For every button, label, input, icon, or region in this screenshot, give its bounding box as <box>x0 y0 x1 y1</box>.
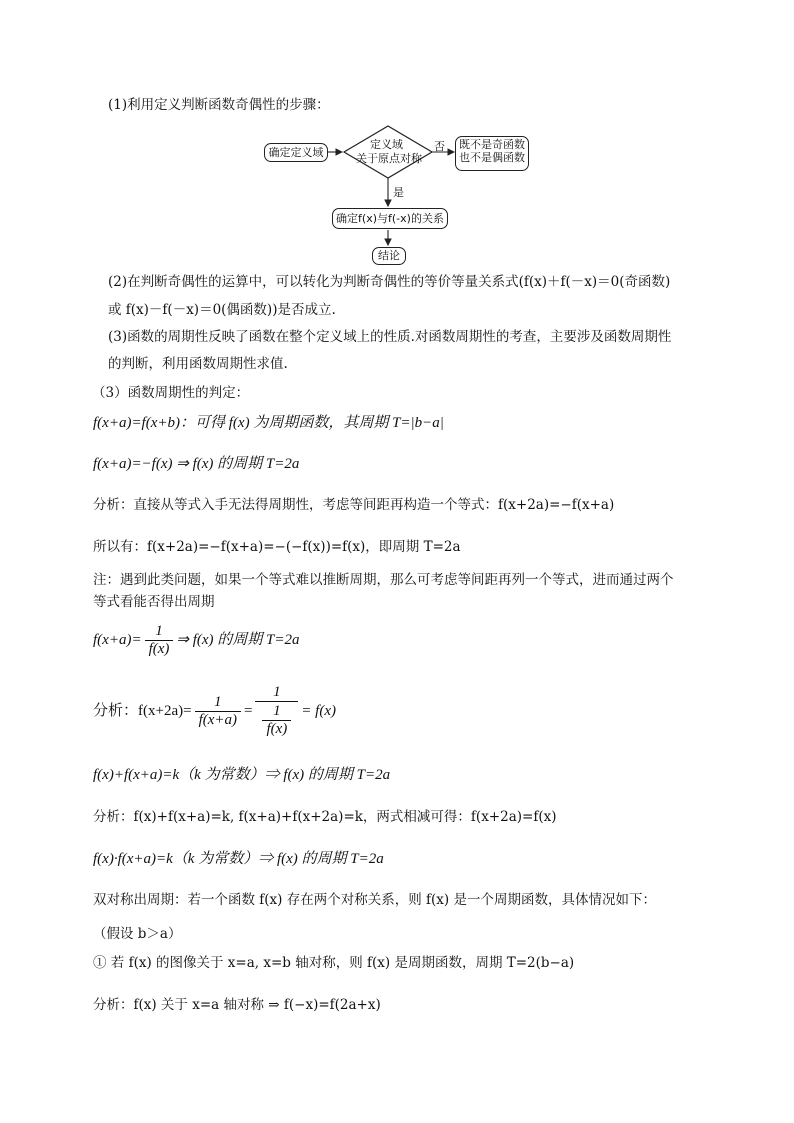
flow-yes-label: 是 <box>393 186 404 199</box>
flow-decision-line2: 关于原点对称 <box>356 152 422 165</box>
note-line2: 等式看能否得出周期 <box>93 594 215 610</box>
rule-3-lhs: f(x+a)= <box>93 631 142 648</box>
flow-compare-box: 确定f(x)与f(-x)的关系 <box>332 208 448 229</box>
flow-neither-line1: 既不是奇函数 <box>459 138 525 151</box>
rule-4: f(x)+f(x+a)=k（k 为常数）⇒ f(x) 的周期 T=2a <box>93 767 391 783</box>
analysis-3-eq: = <box>244 702 253 719</box>
para-2-line2: 或 f(x)－f(－x)＝0(偶函数))是否成立. <box>108 302 336 318</box>
analysis-3-fraction-1 <box>195 694 241 729</box>
section-title: （3）函数周期性的判定： <box>92 385 250 401</box>
rule-3 <box>93 623 300 658</box>
para-3-line2: 的判断，利用函数周期性求值. <box>108 356 288 372</box>
flow-conclusion-box: 结论 <box>372 247 406 265</box>
analysis-3-fraction-2 <box>255 684 298 739</box>
rule-3-rhs: ⇒ f(x) 的周期 T=2a <box>176 631 300 648</box>
parity-flowchart <box>262 124 542 266</box>
therefore-2: 所以有：f(x+2a)=−f(x+a)=−(−f(x))=f(x)，即周期 T=2a <box>93 539 461 555</box>
analysis-3-den1: f(x+a) <box>198 712 237 728</box>
para-3-line1: (3)函数的周期性反映了函数在整个定义域上的性质.对函数周期性的考查，主要涉及函数周期性 <box>108 329 672 345</box>
rule-2: f(x+a)=−f(x) ⇒ f(x) 的周期 T=2a <box>93 456 300 472</box>
double-sym-line2: （假设 b＞a） <box>93 926 182 942</box>
rule-3-den: f(x) <box>148 641 170 657</box>
rule-3-num: 1 <box>145 623 174 641</box>
analysis-3-num2: 1 <box>255 684 298 702</box>
analysis-case-1: 分析：f(x) 关于 x=a 轴对称 ⇒ f(−x)=f(2a+x) <box>93 997 381 1013</box>
analysis-4: 分析：f(x)+f(x+a)=k, f(x+a)+f(x+2a)=k，两式相减可得：f(x+2a)=f(x) <box>93 809 557 825</box>
flow-neither-box <box>455 136 529 171</box>
flow-step-domain: 确定定义域 <box>264 143 328 162</box>
double-sym-line1: 双对称出周期：若一个函数 f(x) 存在两个对称关系，则 f(x) 是一个周期函数，具体情况如下： <box>93 892 656 908</box>
analysis-3-lhs: 分析：f(x+2a)= <box>93 702 192 719</box>
analysis-3-den2 <box>255 702 298 739</box>
analysis-3-inner-fraction <box>262 703 291 738</box>
analysis-3-inner-num: 1 <box>262 703 291 721</box>
heading-1: (1)利用定义判断函数奇偶性的步骤： <box>108 97 330 113</box>
analysis-3-rhs: = f(x) <box>301 702 336 719</box>
flow-decision-line1: 定义域 <box>370 138 403 151</box>
case-1: ① 若 f(x) 的图像关于 x=a, x=b 轴对称，则 f(x) 是周期函数，周期 T=2(b−a) <box>93 955 575 971</box>
rule-5: f(x)·f(x+a)=k（k 为常数）⇒ f(x) 的周期 T=2a <box>93 851 384 867</box>
rule-3-fraction <box>145 623 174 658</box>
flow-neither-line2: 也不是偶函数 <box>459 150 525 164</box>
note-line1: 注：遇到此类问题，如果一个等式难以推断周期，那么可考虑等间距再列一个等式，进而通过两个 <box>93 572 674 588</box>
analysis-3-inner-den: f(x) <box>266 721 288 737</box>
analysis-3-num1: 1 <box>195 694 241 712</box>
analysis-3 <box>93 684 336 739</box>
flow-no-label: 否 <box>434 140 445 153</box>
para-2-line1: (2)在判断奇偶性的运算中，可以转化为判断奇偶性的等价等量关系式(f(x)＋f(－x)＝0(奇函数) <box>108 274 671 290</box>
analysis-2: 分析：直接从等式入手无法得周期性，考虑等间距再构造一个等式：f(x+2a)=−f(x+a) <box>93 497 615 513</box>
rule-1: f(x+a)=f(x+b)：可得 f(x) 为周期函数，其周期 T=|b−a| <box>93 415 444 431</box>
